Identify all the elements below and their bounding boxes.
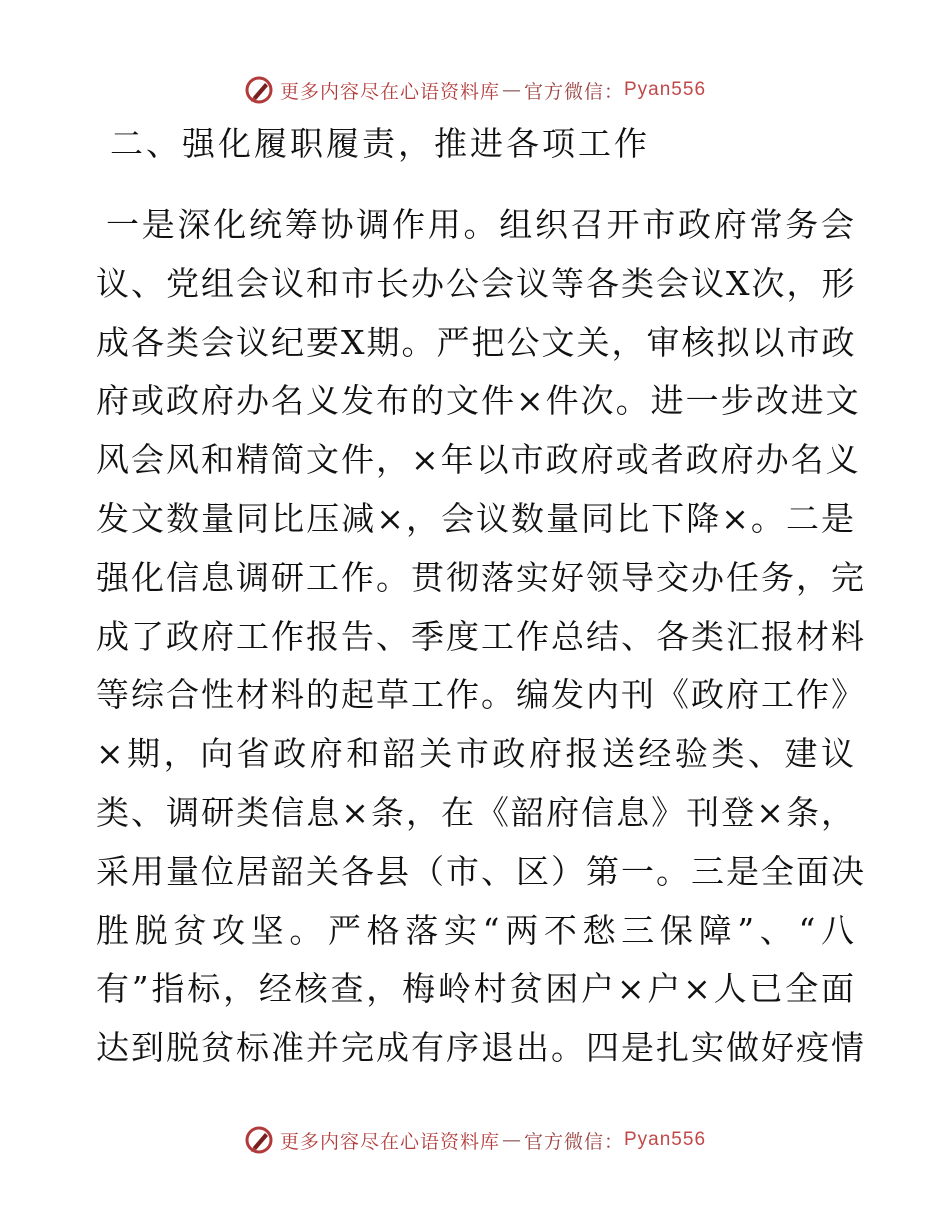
body-line: 议、党组会议和市长办公会议等各类会议X次，形	[96, 263, 857, 303]
body-line: 强化信息调研工作。贯彻落实好领导交办任务，完	[96, 557, 866, 597]
body-line: 发文数量同比压减×，会议数量同比下降×。二是	[96, 498, 856, 538]
body-line: 风会风和精简文件，×年以市政府或者政府办名义	[96, 440, 861, 480]
watermark-header	[0, 70, 950, 110]
watermark-wechat-id: Pyan556	[624, 1129, 707, 1150]
body-line: 成了政府工作报告、季度工作总结、各类汇报材料	[96, 616, 866, 656]
watermark-sub-text: 官方微信：	[523, 80, 624, 103]
body-line: 类、调研类信息×条，在《韶府信息》刊登×条，	[96, 792, 856, 832]
watermark-separator: —	[501, 79, 522, 101]
pen-logo-icon	[244, 1125, 274, 1155]
watermark-main-text: 更多内容尽在心语资料库	[279, 1130, 500, 1153]
body-line: ×期，向省政府和韶关市政府报送经验类、建议	[96, 734, 856, 774]
body-line: 达到脱贫标准并完成有序退出。四是扎实做好疫情	[96, 1028, 866, 1068]
body-line: 等综合性材料的起草工作。编发内刊《政府工作》	[96, 675, 866, 715]
body-line: 一是深化统筹协调作用。组织召开市政府常务会	[106, 205, 856, 244]
body-line: 有”指标，经核查，梅岭村贫困户×户×人已全面	[96, 969, 856, 1009]
body-line: 成各类会议纪要X期。严把公文关，审核拟以市政	[96, 322, 857, 362]
section-heading: 二、强化履职履责，推进各项工作	[110, 124, 650, 163]
body-line: 采用量位居韶关各县（市、区）第一。三是全面决	[96, 851, 866, 891]
body-line: 胜脱贫攻坚。严格落实“两不愁三保障”、“八	[96, 910, 856, 950]
body-line: 府或政府办名义发布的文件×件次。进一步改进文	[96, 381, 861, 421]
watermark-separator: —	[501, 1129, 522, 1151]
watermark-sub-text: 官方微信：	[523, 1130, 624, 1153]
pen-logo-icon	[244, 75, 274, 105]
watermark-main-text: 更多内容尽在心语资料库	[279, 80, 500, 103]
watermark-footer	[0, 1120, 950, 1160]
body-paragraph	[96, 196, 866, 1078]
watermark-wechat-id: Pyan556	[624, 79, 707, 100]
